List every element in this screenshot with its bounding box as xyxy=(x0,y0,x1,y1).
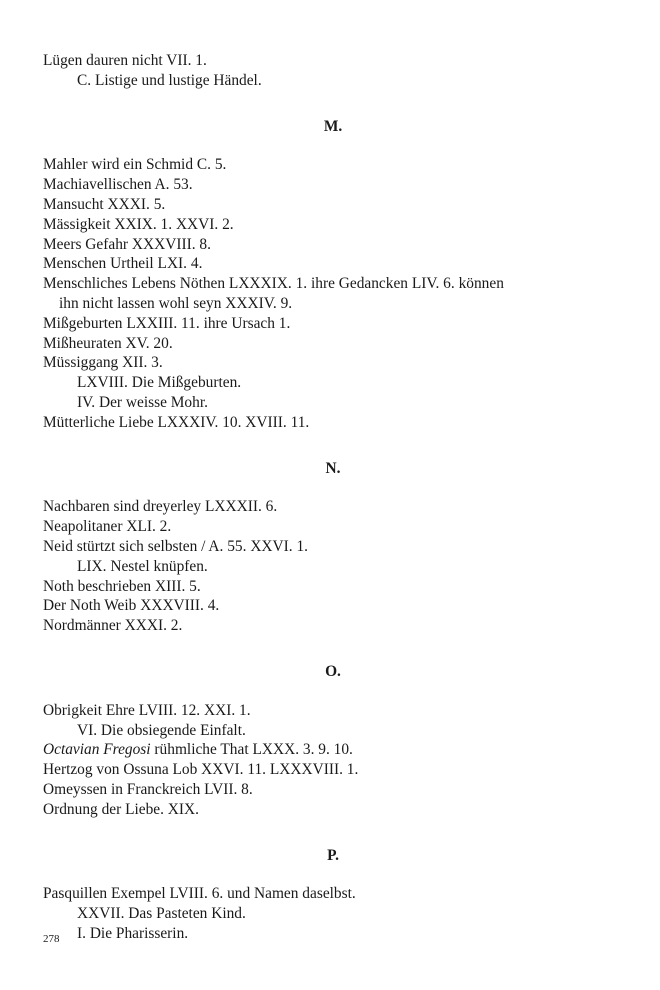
index-entry-story: LXVIII. Die Mißgeburten. xyxy=(77,374,242,392)
index-entry: Mässigkeit XXIX. 1. XXVI. 2. xyxy=(43,215,234,233)
index-entry: Menschliches Lebens Nöthen LXXXIX. 1. ihre Gedancken LIV. 6. können xyxy=(43,275,504,293)
section-heading-m: M. xyxy=(323,117,343,135)
index-entry: Machiavellischen A. 53. xyxy=(43,176,193,194)
index-entry: Omeyssen in Franckreich LVII. 8. xyxy=(43,780,253,798)
index-entry: Mansucht XXXI. 5. xyxy=(43,195,166,213)
index-entry: Ordnung der Liebe. XIX. xyxy=(43,800,199,818)
index-entry: Neapolitaner XLI. 2. xyxy=(43,518,172,536)
index-entry-story: XXVII. Das Pasteten Kind. xyxy=(77,905,246,923)
index-entry-story: IV. Der weisse Mohr. xyxy=(77,393,208,411)
index-entry: Pasquillen Exempel LVIII. 6. und Namen daselbst. xyxy=(43,885,356,903)
index-entry-story: VI. Die obsiegende Einfalt. xyxy=(77,721,246,739)
index-entry-story: C. Listige und lustige Händel. xyxy=(77,71,262,89)
index-entry-rest: rühmliche That LXXX. 3. 9. 10. xyxy=(150,741,353,759)
index-entry: Meers Gefahr XXXVIII. 8. xyxy=(43,235,211,253)
index-entry-name-italic: Octavian Fregosi xyxy=(43,741,151,759)
index-entry-continuation: ihn nicht lassen wohl seyn XXXIV. 9. xyxy=(59,294,293,312)
index-entry: Mütterliche Liebe LXXXIV. 10. XVIII. 11. xyxy=(43,413,310,431)
index-entry: Der Noth Weib XXXVIII. 4. xyxy=(43,597,220,615)
index-page xyxy=(43,51,623,944)
index-entry: Noth beschrieben XIII. 5. xyxy=(43,577,201,595)
section-heading-o: O. xyxy=(325,662,341,680)
section-heading-p: P. xyxy=(327,846,339,864)
index-entry: Neid stürtzt sich selbsten / A. 55. XXVI. 1. xyxy=(43,537,309,555)
index-entry: Obrigkeit Ehre LVIII. 12. XXI. 1. xyxy=(43,701,251,719)
index-entry xyxy=(43,740,623,760)
section-heading-n: N. xyxy=(325,459,341,477)
index-entry-story: I. Die Pharisserin. xyxy=(77,924,189,942)
index-entry: Hertzog von Ossuna Lob XXVI. 11. LXXXVIII. 1. xyxy=(43,761,359,779)
index-entry-story: LIX. Nestel knüpfen. xyxy=(77,557,208,575)
index-entry: Nordmänner XXXI. 2. xyxy=(43,617,183,635)
index-entry: Müssiggang XII. 3. xyxy=(43,354,163,372)
page-number: 278 xyxy=(43,933,60,945)
index-entry: Menschen Urtheil LXI. 4. xyxy=(43,255,203,273)
index-entry: Mißheuraten XV. 20. xyxy=(43,334,173,352)
index-entry: Mißgeburten LXXIII. 11. ihre Ursach 1. xyxy=(43,314,291,332)
index-entry: Lügen dauren nicht VII. 1. xyxy=(43,52,207,69)
index-entry: Nachbaren sind dreyerley LXXXII. 6. xyxy=(43,498,278,516)
index-entry: Mahler wird ein Schmid C. 5. xyxy=(43,156,227,174)
